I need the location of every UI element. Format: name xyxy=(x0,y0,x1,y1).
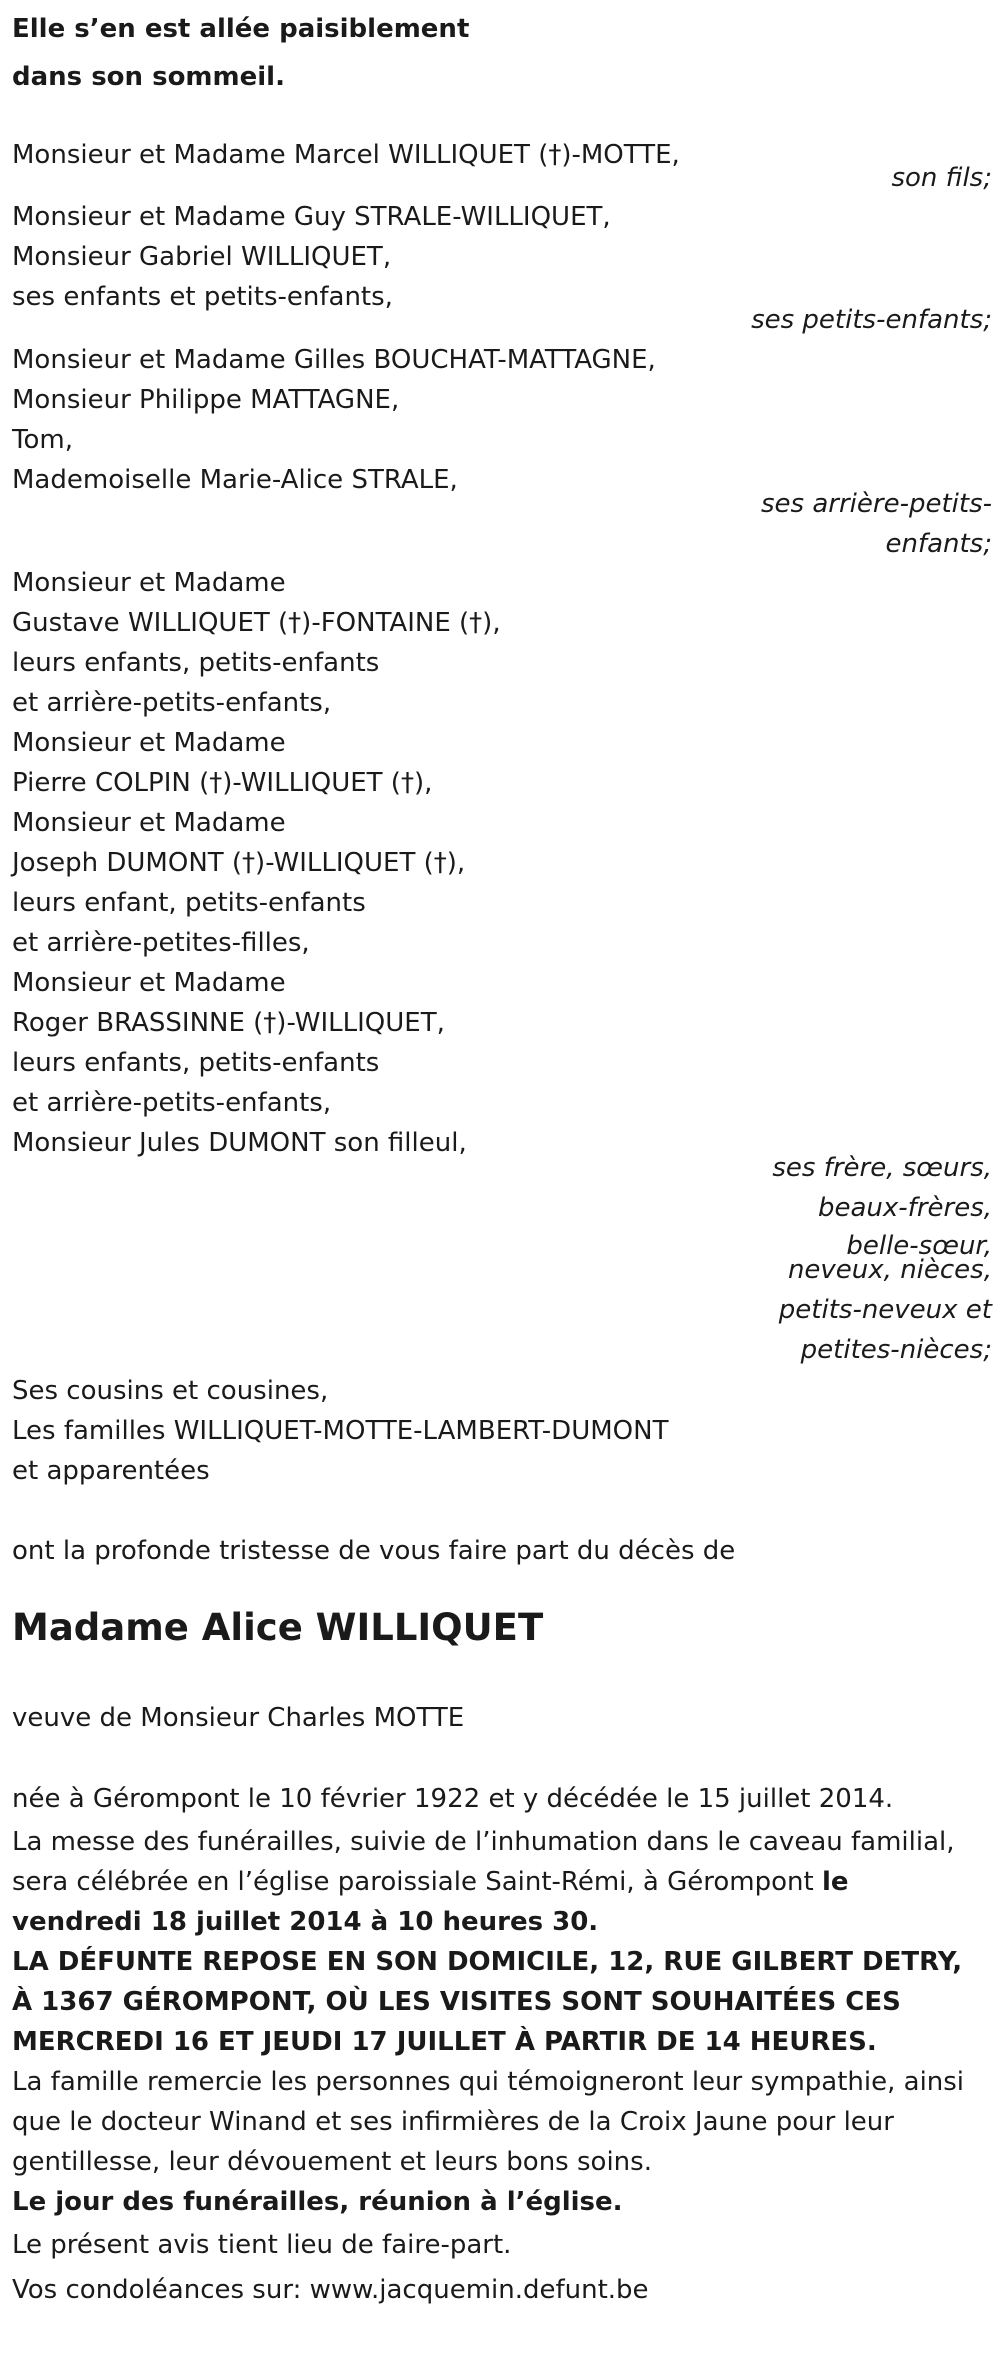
family-siblings-name: leurs enfant, petits-enfants xyxy=(12,888,366,918)
family-siblings-name: Roger BRASSINNE (†)-WILLIQUET, xyxy=(12,1008,445,1038)
family-others-line: Les familles WILLIQUET-MOTTE-LAMBERT-DUMONT xyxy=(12,1416,669,1446)
family-siblings-name: Monsieur et Madame xyxy=(12,728,286,758)
family-great-grandchildren-role: enfants; xyxy=(885,529,992,559)
family-great-grandchildren-name: Tom, xyxy=(12,425,73,455)
notice-line: Le présent avis tient lieu de faire-part. xyxy=(12,2230,512,2260)
family-siblings-role: belle-sœur, xyxy=(846,1231,992,1261)
family-grandchildren-role: ses petits-enfants; xyxy=(751,305,992,335)
family-siblings-role: neveux, nièces, xyxy=(787,1255,992,1285)
intro-line-2: dans son sommeil. xyxy=(12,62,285,92)
intro-line-1: Elle s’en est allée paisiblement xyxy=(12,14,470,44)
family-others-line: Ses cousins et cousines, xyxy=(12,1376,329,1406)
repose-paragraph: LA DÉFUNTE REPOSE EN SON DOMICILE, 12, RUE GILBERT DETRY, À 1367 GÉROMPONT, OÙ LES VISITES SONT SOUHAITÉES CES MERCREDI 16 ET JEUDI 17 JUILLET À PARTIR DE 14 HEURES. xyxy=(12,1947,963,2057)
family-siblings-role: petits-neveux et xyxy=(778,1295,992,1325)
family-siblings-role: ses frère, sœurs, xyxy=(772,1153,992,1183)
widow-of: veuve de Monsieur Charles MOTTE xyxy=(12,1703,465,1733)
meeting-line: Le jour des funérailles, réunion à l’église. xyxy=(12,2187,623,2217)
family-son-name: Monsieur et Madame Marcel WILLIQUET (†)-MOTTE, xyxy=(12,140,680,170)
family-siblings-name: leurs enfants, petits-enfants xyxy=(12,1048,380,1078)
family-great-grandchildren-name: Monsieur Philippe MATTAGNE, xyxy=(12,385,400,415)
family-siblings-name: et arrière-petits-enfants, xyxy=(12,1088,332,1118)
family-siblings-name: Monsieur et Madame xyxy=(12,968,286,998)
family-son-role: son fils; xyxy=(891,163,992,193)
announcement: ont la profonde tristesse de vous faire part du décès de xyxy=(12,1536,736,1566)
deceased-name: Madame Alice WILLIQUET xyxy=(12,1606,544,1649)
family-siblings-name: Pierre COLPIN (†)-WILLIQUET (†), xyxy=(12,768,433,798)
family-siblings-role: petites-nièces; xyxy=(800,1335,992,1365)
family-great-grandchildren-role: ses arrière-petits- xyxy=(761,489,992,519)
funeral-text: La messe des funérailles, suivie de l’inhumation dans le caveau familial, sera célébrée en l’église paroissiale Saint-Rémi, à Gérompont xyxy=(12,1827,955,1897)
family-siblings-name: et arrière-petites-filles, xyxy=(12,928,310,958)
funeral-paragraph xyxy=(12,1822,987,1942)
family-others-line: et apparentées xyxy=(12,1456,210,1486)
family-siblings-name: Gustave WILLIQUET (†)-FONTAINE (†), xyxy=(12,608,501,638)
family-siblings-name: Monsieur et Madame xyxy=(12,808,286,838)
funeral-date: le vendredi 18 juillet 2014 à 10 heures 30. xyxy=(12,1867,849,1937)
family-siblings-name: Joseph DUMONT (†)-WILLIQUET (†), xyxy=(12,848,466,878)
family-siblings-name: leurs enfants, petits-enfants xyxy=(12,648,380,678)
thanks-paragraph: La famille remercie les personnes qui témoigneront leur sympathie, ainsi que le docteur Winand et ses infirmières de la Croix Jaune pour leur gentillesse, leur dévouement et leurs bons soins. xyxy=(12,2067,965,2177)
family-great-grandchildren-name: Monsieur et Madame Gilles BOUCHAT-MATTAGNE, xyxy=(12,345,656,375)
family-siblings-name: Monsieur et Madame xyxy=(12,568,286,598)
family-siblings-name: Monsieur Jules DUMONT son filleul, xyxy=(12,1128,467,1158)
family-grandchildren-name: ses enfants et petits-enfants, xyxy=(12,282,393,312)
condolences-line: Vos condoléances sur: www.jacquemin.defunt.be xyxy=(12,2275,649,2305)
family-siblings-name: et arrière-petits-enfants, xyxy=(12,688,332,718)
family-grandchildren-name: Monsieur Gabriel WILLIQUET, xyxy=(12,242,392,272)
family-grandchildren-name: Monsieur et Madame Guy STRALE-WILLIQUET, xyxy=(12,202,611,232)
born-died: née à Gérompont le 10 février 1922 et y décédée le 15 juillet 2014. xyxy=(12,1784,894,1814)
family-great-grandchildren-name: Mademoiselle Marie-Alice STRALE, xyxy=(12,465,458,495)
family-siblings-role: beaux-frères, xyxy=(817,1193,992,1223)
